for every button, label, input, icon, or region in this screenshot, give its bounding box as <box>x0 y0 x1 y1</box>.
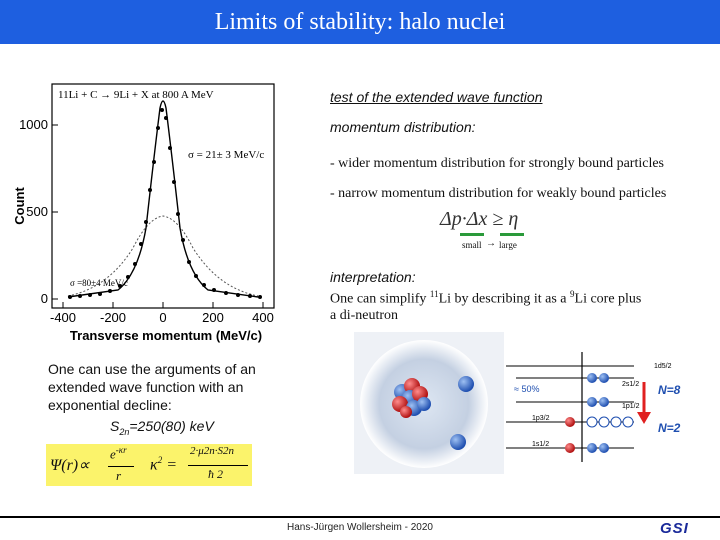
bullet-wider-distribution: - wider momentum distribution for strongly bound particles <box>330 156 665 171</box>
x-axis-label: Transverse momentum (MeV/c) <box>69 328 263 343</box>
kappa-denominator: ħ 2 <box>208 467 223 481</box>
kappa-fraction-bar <box>188 465 248 466</box>
psi-lhs: Ψ(r)∝ <box>50 457 90 474</box>
interpretation-line1: One can simplify $^{11}$Li by describing it as a $^9$Li core plus <box>330 289 642 307</box>
small-label: small <box>462 240 482 250</box>
footer-divider <box>0 516 720 518</box>
psi-numerator: $e^{-\kappa r}$ <box>110 445 127 462</box>
y-axis-label: Count <box>12 187 27 225</box>
n2-label: N=2 <box>658 421 681 435</box>
interpretation-line2: a di-neutron <box>330 308 399 323</box>
uncertainty-relation: Δp·Δx ≥ η <box>440 208 519 230</box>
narrow-distribution-curve <box>68 101 258 297</box>
x-tick-400: 400 <box>252 310 274 325</box>
sigma-wide-label: σ =80±4 MeV/c <box>70 278 128 288</box>
left-text-line1: One can use the arguments of an <box>48 361 256 377</box>
level-1p12: 1p1/2 <box>622 403 640 410</box>
x-tick-200: 200 <box>202 310 224 325</box>
bullet-narrow-distribution: - narrow momentum distribution for weakly bound particles <box>330 186 667 201</box>
slide-title: Limits of stability: halo nuclei <box>0 0 720 44</box>
x-tick-minus200: -200 <box>99 310 127 325</box>
left-text-line2: extended wave function with an <box>48 379 244 395</box>
x-tick-0: 0 <box>159 310 167 325</box>
gsi-logo: GSI <box>660 520 689 537</box>
heading-extended-wave-function: test of the extended wave function <box>330 89 543 105</box>
y-tick-500: 500 <box>26 204 48 219</box>
y-tick-1000: 1000 <box>19 117 48 132</box>
sigma-narrow-label: σ = 21± 3 MeV/c <box>188 149 265 161</box>
arrow-icon: → <box>486 238 496 249</box>
data-points <box>68 108 265 299</box>
wave-function-formula <box>46 444 252 486</box>
halo-nucleus-image <box>354 332 504 474</box>
momentum-plot <box>8 78 298 346</box>
reaction-label: 11Li + C → 9Li + X at 800 A MeV <box>58 89 214 101</box>
large-label: large <box>499 240 517 250</box>
psi-denominator: r <box>116 468 122 483</box>
kappa-numerator: 2·μ2n·S2n <box>190 445 235 457</box>
level-2s12: 2s1/2 <box>622 381 640 388</box>
interpretation-heading: interpretation: <box>330 269 416 285</box>
heading-momentum-distribution: momentum distribution: <box>330 119 476 135</box>
s2n-value: $S_{2n}=250(80)$ keV <box>110 418 214 437</box>
level-1d52: 1d5/2 <box>654 363 672 370</box>
psi-fraction-bar <box>108 466 134 467</box>
n8-label: N=8 <box>658 383 681 397</box>
large-bracket <box>500 233 524 236</box>
y-tick-0: 0 <box>40 291 48 306</box>
level-1p32: 1p3/2 <box>532 415 550 422</box>
small-bracket <box>460 233 484 236</box>
left-text-line3: exponential decline: <box>48 397 172 413</box>
level-1s12: 1s1/2 <box>532 441 550 448</box>
x-tick-minus400: -400 <box>49 310 77 325</box>
kappa-lhs: $\kappa^2$ = <box>150 455 177 474</box>
shell-level-diagram <box>496 352 720 470</box>
percent-label: ≈ 50% <box>514 384 540 394</box>
footer-author: Hans-Jürgen Wollersheim - 2020 <box>287 522 433 533</box>
